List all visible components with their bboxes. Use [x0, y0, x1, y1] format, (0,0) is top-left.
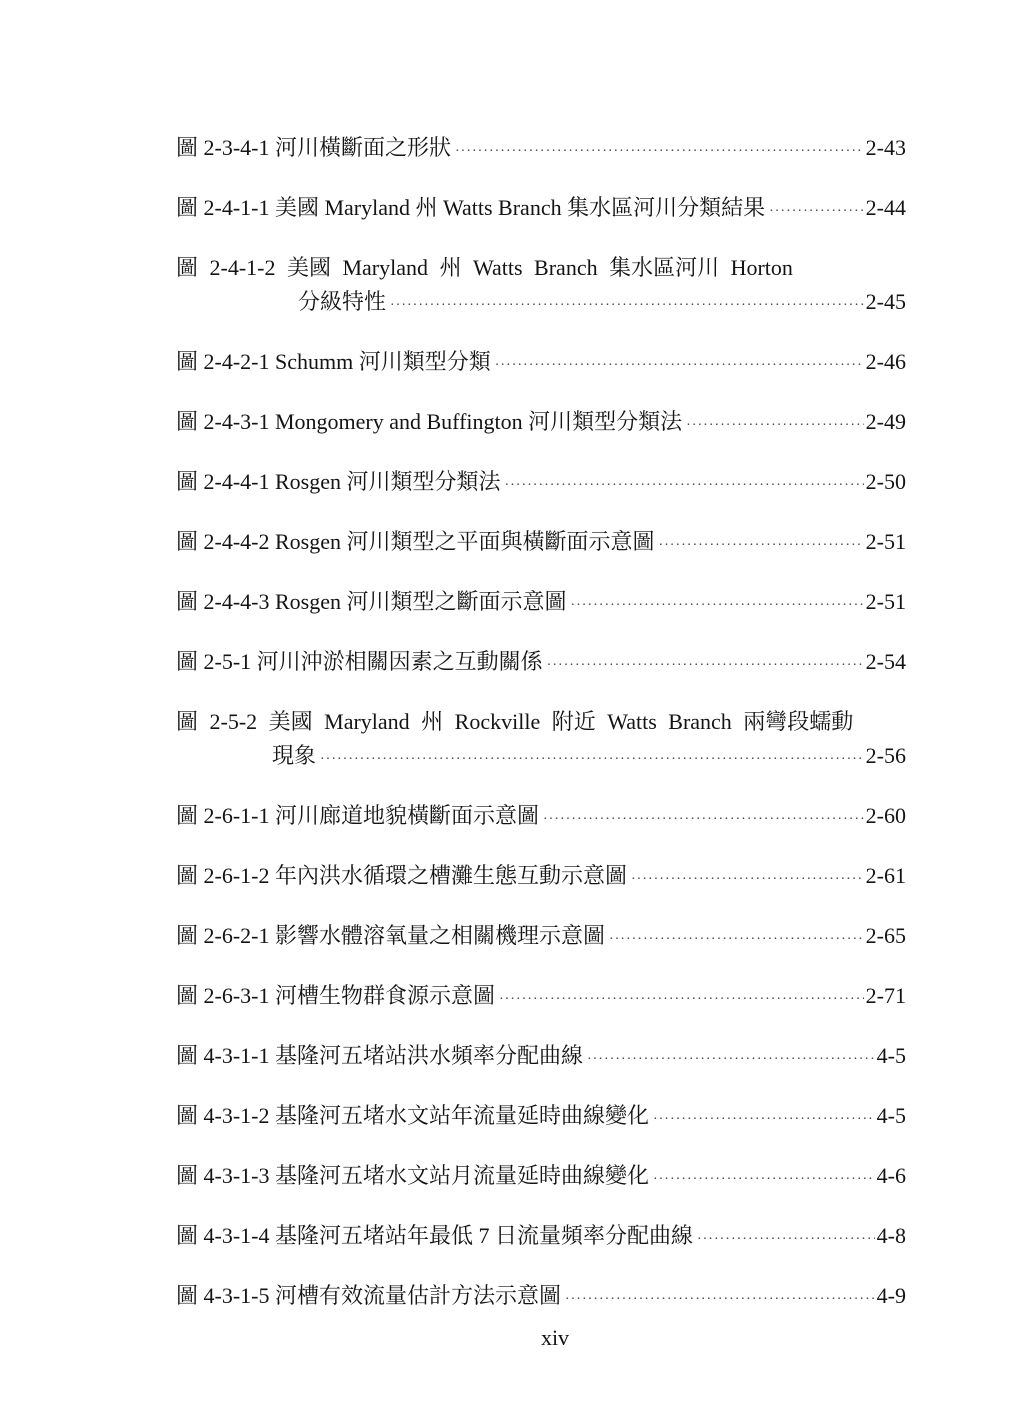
- toc-entry-label: 圖 2-4-4-3 Rosgen 河川類型之斷面示意圖: [176, 589, 567, 614]
- toc-entry: [176, 408, 906, 440]
- toc-entry-page: 4-5: [876, 1043, 906, 1068]
- toc-entry-page: 2-65: [865, 923, 906, 948]
- toc-entry-page: 2-43: [865, 135, 906, 160]
- toc-entry: [176, 862, 906, 894]
- toc-entry-label: 圖 2-5-1 河川沖淤相關因素之互動關係: [176, 649, 543, 674]
- toc-entry-page: 2-56: [865, 743, 906, 768]
- toc-entry-page: 2-71: [865, 983, 906, 1008]
- toc-entry-label-line1: 圖 2-5-2 美國 Maryland 州 Rockville 附近 Watts Branch 兩彎段蠕動: [176, 709, 854, 734]
- toc-entry: [176, 1222, 906, 1254]
- toc-entry: [176, 528, 906, 560]
- toc-entry: [176, 1162, 906, 1194]
- dot-leader: [547, 648, 864, 680]
- dot-leader: [499, 982, 864, 1014]
- toc-entry-label: 圖 4-3-1-3 基隆河五堵水文站月流量延時曲線變化: [176, 1163, 649, 1188]
- dot-leader: [504, 468, 863, 500]
- dot-leader: [658, 528, 863, 560]
- dot-leader: [320, 742, 864, 774]
- list-of-figures: [176, 134, 906, 1314]
- toc-entry-label: 圖 4-3-1-2 基隆河五堵水文站年流量延時曲線變化: [176, 1103, 649, 1128]
- dot-leader: [455, 134, 864, 166]
- toc-entry: [176, 802, 906, 834]
- dot-leader: [587, 1042, 875, 1074]
- toc-entry-page: 2-51: [865, 589, 906, 614]
- dot-leader: [769, 194, 864, 226]
- toc-entry-page: 2-45: [865, 289, 906, 314]
- toc-entry-page: 4-8: [876, 1223, 906, 1248]
- toc-entry-page: 2-50: [865, 469, 906, 494]
- dot-leader: [565, 1282, 875, 1314]
- toc-entry-page: 4-6: [876, 1163, 906, 1188]
- toc-entry-label: 圖 4-3-1-5 河槽有效流量估計方法示意圖: [176, 1283, 561, 1308]
- toc-entry-page: 2-46: [865, 349, 906, 374]
- dot-leader: [390, 288, 864, 320]
- toc-entry-label: 圖 2-4-4-1 Rosgen 河川類型分類法: [176, 469, 501, 494]
- dot-leader: [697, 1222, 875, 1254]
- toc-entry-label: 圖 2-4-3-1 Mongomery and Buffington 河川類型分類法: [176, 409, 683, 434]
- toc-entry-label: 圖 2-6-3-1 河槽生物群食源示意圖: [176, 983, 495, 1008]
- toc-entry: [176, 648, 906, 680]
- dot-leader: [570, 588, 863, 620]
- dot-leader: [609, 922, 864, 954]
- toc-entry-label-line1: 圖 2-4-1-2 美國 Maryland 州 Watts Branch 集水區河川 Horton: [176, 255, 793, 280]
- toc-entry: [176, 468, 906, 500]
- toc-entry: [176, 1282, 906, 1314]
- toc-entry: [176, 134, 906, 166]
- dot-leader: [631, 862, 864, 894]
- toc-entry-page: 2-54: [865, 649, 906, 674]
- toc-entry-page: 2-61: [865, 863, 906, 888]
- toc-entry-label: 現象: [272, 743, 317, 768]
- toc-entry-label: 圖 2-4-4-2 Rosgen 河川類型之平面與橫斷面示意圖: [176, 529, 655, 554]
- toc-entry: [176, 708, 906, 774]
- toc-entry-label: 圖 2-6-2-1 影響水體溶氧量之相關機理示意圖: [176, 923, 605, 948]
- toc-entry: [176, 982, 906, 1014]
- toc-entry: [176, 194, 906, 226]
- dot-leader: [653, 1102, 875, 1134]
- toc-entry-label: 圖 2-6-1-1 河川廊道地貌橫斷面示意圖: [176, 803, 539, 828]
- page-number: xiv: [540, 1325, 570, 1350]
- toc-entry-label: 圖 2-4-1-1 美國 Maryland 州 Watts Branch 集水區河川分類結果: [176, 195, 766, 220]
- toc-entry-label: 圖 4-3-1-4 基隆河五堵站年最低 7 日流量頻率分配曲線: [176, 1223, 693, 1248]
- toc-entry: [176, 1102, 906, 1134]
- toc-entry: [176, 348, 906, 380]
- toc-entry-label: 圖 4-3-1-1 基隆河五堵站洪水頻率分配曲線: [176, 1043, 583, 1068]
- toc-entry-label: 圖 2-6-1-2 年內洪水循環之槽灘生態互動示意圖: [176, 863, 627, 888]
- dot-leader: [686, 408, 864, 440]
- toc-entry-page: 2-44: [865, 195, 906, 220]
- toc-entry-page: 4-5: [876, 1103, 906, 1128]
- toc-entry: [176, 1042, 906, 1074]
- dot-leader: [653, 1162, 875, 1194]
- toc-entry-page: 2-49: [865, 409, 906, 434]
- toc-entry-label: 圖 2-4-2-1 Schumm 河川類型分類: [176, 349, 491, 374]
- toc-entry-page: 2-51: [865, 529, 906, 554]
- toc-entry-label: 圖 2-3-4-1 河川橫斷面之形狀: [176, 135, 451, 160]
- toc-entry-page: 2-60: [865, 803, 906, 828]
- dot-leader: [495, 348, 864, 380]
- toc-entry: [176, 254, 906, 320]
- dot-leader: [543, 802, 864, 834]
- toc-entry-label: 分級特性: [298, 289, 387, 314]
- toc-entry-page: 4-9: [876, 1283, 906, 1308]
- toc-entry: [176, 588, 906, 620]
- toc-entry: [176, 922, 906, 954]
